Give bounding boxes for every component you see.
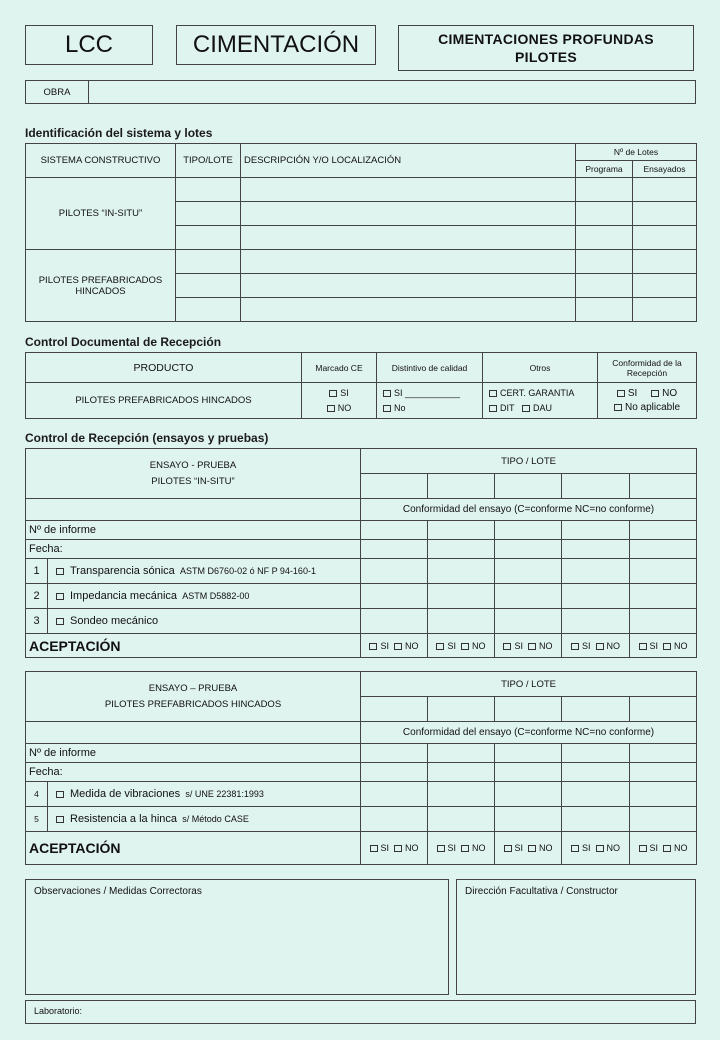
cell-input[interactable] — [630, 584, 697, 609]
no-label: NO — [472, 843, 486, 853]
cell-input[interactable] — [562, 807, 630, 832]
cell-input[interactable] — [241, 226, 576, 250]
ensayo-transparencia-sonica[interactable] — [48, 559, 361, 584]
checkbox-icon — [369, 643, 377, 650]
cell-input[interactable] — [495, 807, 562, 832]
cell-input[interactable] — [361, 559, 428, 584]
ensayo-name: Resistencia a la hinca — [70, 813, 178, 825]
col-conformidad-recepcion: Conformidad de la Recepción — [598, 353, 697, 383]
informe-label: Nº de informe — [26, 521, 361, 540]
lcc-logo-box — [25, 25, 153, 65]
no-label: NO — [539, 843, 553, 853]
ensayo-prueba-header — [26, 449, 361, 499]
distintivo-no-option[interactable] — [383, 403, 479, 413]
cell-input[interactable] — [562, 521, 630, 540]
checkbox-icon — [436, 643, 444, 650]
aceptacion-options[interactable] — [361, 634, 428, 658]
cell-input[interactable] — [241, 274, 576, 298]
lote-input[interactable] — [562, 474, 630, 499]
distintivo-si-label: SI ___________ — [394, 388, 461, 398]
control-documental-table — [25, 352, 697, 419]
cell-input[interactable] — [576, 202, 633, 226]
ensayo-medida-vibraciones[interactable] — [48, 782, 361, 807]
conformidad-options — [598, 383, 697, 419]
checkbox-icon — [370, 845, 378, 852]
si-label: SI — [447, 640, 456, 651]
lote-input[interactable] — [630, 697, 697, 722]
tipo-lote-header: TIPO / LOTE — [361, 672, 697, 697]
ensayo-norma: s/ UNE 22381:1993 — [185, 789, 264, 799]
si-label: SI — [447, 843, 457, 853]
cell-input[interactable] — [576, 250, 633, 274]
direccion-label: Dirección Facultativa / Constructor — [465, 886, 618, 897]
cell-input[interactable] — [633, 226, 697, 250]
si-label: SI — [582, 843, 591, 853]
ensayos-prefabricados-table — [25, 671, 697, 865]
lote-input[interactable] — [361, 697, 428, 722]
no-label: NO — [674, 640, 688, 651]
row-number: 1 — [26, 559, 48, 584]
cell-input[interactable] — [562, 584, 630, 609]
ensayo-sondeo-mecanico[interactable] — [48, 609, 361, 634]
dit-option[interactable] — [489, 403, 515, 413]
cell-input[interactable] — [495, 584, 562, 609]
marcado-ce-options — [302, 383, 377, 419]
cell-input[interactable] — [428, 609, 495, 634]
cell-input[interactable] — [630, 782, 697, 807]
si-label: SI — [380, 640, 389, 651]
col-marcado-ce: Marcado CE — [302, 353, 377, 383]
checkbox-icon — [461, 643, 469, 650]
cell-input[interactable] — [361, 521, 428, 540]
checkbox-icon — [503, 643, 511, 650]
dau-label: DAU — [533, 403, 553, 413]
cell-input[interactable] — [633, 298, 697, 322]
ensayo-prueba-label: ENSAYO – PRUEBA — [148, 683, 238, 694]
aceptacion-options[interactable] — [630, 634, 697, 658]
distintivo-options — [377, 383, 483, 419]
checkbox-icon — [383, 405, 391, 412]
lote-input[interactable] — [562, 697, 630, 722]
checkbox-icon — [528, 643, 536, 650]
cell-input[interactable] — [361, 744, 428, 763]
cell-input[interactable] — [428, 807, 495, 832]
cell-input[interactable] — [176, 178, 241, 202]
cell-input[interactable] — [241, 250, 576, 274]
cell-input[interactable] — [176, 226, 241, 250]
ensayo-norma: ASTM D5882-00 — [182, 591, 250, 601]
section-control-documental-title: Control Documental de Recepción — [25, 335, 222, 349]
cell-input[interactable] — [361, 763, 428, 782]
obra-field[interactable] — [89, 81, 696, 104]
checkbox-icon — [56, 618, 64, 625]
cimentacion-title-box — [176, 25, 376, 65]
cell-input[interactable] — [576, 274, 633, 298]
no-label: NO — [405, 640, 419, 651]
checkbox-icon — [522, 405, 530, 412]
identificacion-table — [25, 143, 697, 322]
conf-na-option[interactable] — [601, 402, 693, 413]
blank-cell — [26, 499, 361, 521]
si-label: SI — [649, 640, 659, 651]
lcc-label: LCC — [64, 31, 113, 58]
col-tipo-lote: TIPO/LOTE — [176, 144, 241, 178]
cell-input[interactable] — [495, 744, 562, 763]
conf-no-label: NO — [662, 388, 678, 399]
cell-input[interactable] — [495, 763, 562, 782]
informe-label: Nº de informe — [26, 744, 361, 763]
checkbox-icon — [639, 845, 647, 852]
cell-input[interactable] — [176, 250, 241, 274]
cell-input[interactable] — [361, 782, 428, 807]
cell-input[interactable] — [562, 609, 630, 634]
conformidad-header: Conformidad del ensayo (C=conforme NC=no conforme) — [361, 499, 697, 521]
cell-input[interactable] — [241, 178, 576, 202]
no-label: NO — [606, 843, 621, 853]
cell-input[interactable] — [428, 521, 495, 540]
ensayo-norma: s/ Método CASE — [182, 814, 249, 824]
lote-input[interactable] — [495, 474, 562, 499]
cell-input[interactable] — [633, 202, 697, 226]
dau-option[interactable] — [522, 403, 552, 413]
observaciones-panel[interactable] — [25, 879, 449, 995]
marcado-no-label: NO — [337, 403, 352, 413]
checkbox-icon — [663, 643, 671, 650]
si-label: SI — [514, 640, 523, 651]
ensayo-prueba-label: ENSAYO - PRUEBA — [149, 460, 237, 471]
cell-input[interactable] — [428, 763, 495, 782]
cell-input[interactable] — [630, 559, 697, 584]
col-sistema-constructivo: SISTEMA CONSTRUCTIVO — [26, 144, 176, 178]
checkbox-icon — [571, 845, 579, 852]
aceptacion-options[interactable] — [428, 634, 495, 658]
row-number: 2 — [26, 584, 48, 609]
checkbox-icon — [617, 390, 625, 397]
cell-input[interactable] — [495, 559, 562, 584]
no-label: NO — [606, 640, 621, 651]
cell-input[interactable] — [361, 540, 428, 559]
ensayo-resistencia-hinca[interactable] — [48, 807, 361, 832]
checkbox-icon — [394, 845, 402, 852]
checkbox-icon — [571, 643, 579, 650]
obra-label: OBRA — [26, 81, 89, 104]
no-label: NO — [539, 640, 553, 651]
row-pilotes-prefabricados: PILOTES PREFABRICADOS HINCADOS — [26, 250, 176, 322]
lote-input[interactable] — [495, 697, 562, 722]
cell-input[interactable] — [630, 744, 697, 763]
fecha-label: Fecha: — [26, 763, 361, 782]
checkbox-icon — [639, 643, 647, 650]
cell-input[interactable] — [562, 763, 630, 782]
document-title-line1: CIMENTACIONES PROFUNDAS — [438, 31, 654, 47]
col-otros: Otros — [483, 353, 598, 383]
cell-input[interactable] — [495, 521, 562, 540]
col-descripcion: DESCRIPCIÓN Y/O LOCALIZACIÓN — [241, 144, 576, 178]
cell-input[interactable] — [495, 540, 562, 559]
cell-input[interactable] — [633, 178, 697, 202]
conformidad-header: Conformidad del ensayo (C=conforme NC=no conforme) — [361, 722, 697, 744]
cell-input[interactable] — [562, 559, 630, 584]
observaciones-label: Observaciones / Medidas Correctoras — [34, 886, 202, 897]
cell-input[interactable] — [428, 584, 495, 609]
cell-input[interactable] — [428, 559, 495, 584]
blank-cell — [26, 722, 361, 744]
checkbox-icon — [56, 568, 64, 575]
aceptacion-label: ACEPTACIÓN — [26, 634, 361, 658]
conf-si-label: SI — [627, 388, 638, 399]
marcado-no-option[interactable] — [305, 403, 373, 413]
cell-input[interactable] — [576, 298, 633, 322]
aceptacion-label: ACEPTACIÓN — [26, 832, 361, 865]
checkbox-icon — [528, 845, 536, 852]
cell-input[interactable] — [562, 782, 630, 807]
marcado-si-label: SI — [340, 388, 349, 398]
lote-input[interactable] — [361, 474, 428, 499]
laboratorio-label: Laboratorio: — [34, 1006, 83, 1016]
distintivo-no-label: No — [394, 403, 406, 413]
cell-input[interactable] — [241, 298, 576, 322]
cell-input[interactable] — [576, 226, 633, 250]
ensayo-name: Sondeo mecánico — [70, 615, 159, 627]
ensayo-impedancia-mecanica[interactable] — [48, 584, 361, 609]
no-label: NO — [405, 843, 419, 853]
document-title-box — [398, 25, 694, 71]
laboratorio-panel[interactable] — [25, 1000, 696, 1024]
checkbox-icon — [383, 390, 391, 397]
checkbox-icon — [56, 593, 64, 600]
cell-input[interactable] — [633, 250, 697, 274]
col-numero-lotes: Nº de Lotes — [576, 144, 697, 161]
checkbox-icon — [489, 390, 497, 397]
checkbox-icon — [663, 845, 671, 852]
row-producto-prefabricados: PILOTES PREFABRICADOS HINCADOS — [26, 383, 302, 419]
lote-input[interactable] — [630, 474, 697, 499]
row-pilotes-in-situ: PILOTES “IN-SITU” — [26, 178, 176, 250]
cell-input[interactable] — [428, 744, 495, 763]
cell-input[interactable] — [361, 807, 428, 832]
ensayo-name: Transparencia sónica — [70, 565, 175, 577]
cell-input[interactable] — [361, 609, 428, 634]
checkbox-icon — [596, 643, 604, 650]
cell-input[interactable] — [630, 609, 697, 634]
cell-input[interactable] — [633, 274, 697, 298]
col-ensayados: Ensayados — [633, 161, 697, 178]
si-label: SI — [649, 843, 659, 853]
checkbox-icon — [327, 405, 335, 412]
ensayo-prueba-header — [26, 672, 361, 722]
cell-input[interactable] — [630, 521, 697, 540]
cell-input[interactable] — [428, 540, 495, 559]
cell-input[interactable] — [495, 609, 562, 634]
aceptacion-options[interactable] — [495, 832, 562, 865]
ensayos-in-situ-table — [25, 448, 697, 658]
pilotes-in-situ-label: PILOTES “IN-SITU” — [151, 476, 235, 487]
aceptacion-options[interactable] — [361, 832, 428, 865]
cell-input[interactable] — [630, 540, 697, 559]
pilotes-prefabricados-label: PILOTES PREFABRICADOS HINCADOS — [104, 699, 282, 710]
direccion-panel[interactable] — [456, 879, 696, 995]
distintivo-si-option[interactable] — [383, 388, 479, 398]
si-label: SI — [581, 640, 591, 651]
conf-na-label: No aplicable — [624, 402, 681, 413]
aceptacion-options[interactable] — [562, 832, 630, 865]
cell-input[interactable] — [176, 298, 241, 322]
cell-input[interactable] — [495, 782, 562, 807]
col-producto: PRODUCTO — [26, 353, 302, 383]
si-label: SI — [514, 843, 524, 853]
cell-input[interactable] — [576, 178, 633, 202]
checkbox-icon — [437, 845, 445, 852]
no-label: NO — [472, 640, 486, 651]
row-number: 5 — [26, 807, 48, 832]
checkbox-icon — [394, 643, 402, 650]
col-programa: Programa — [576, 161, 633, 178]
checkbox-icon — [489, 405, 497, 412]
cell-input[interactable] — [562, 744, 630, 763]
document-title-line2: PILOTES — [515, 49, 577, 65]
conf-no-option[interactable] — [651, 388, 677, 399]
aceptacion-options[interactable] — [428, 832, 495, 865]
cell-input[interactable] — [562, 540, 630, 559]
aceptacion-options[interactable] — [630, 832, 697, 865]
cell-input[interactable] — [630, 763, 697, 782]
si-label: SI — [380, 843, 390, 853]
checkbox-icon — [614, 404, 622, 411]
checkbox-icon — [596, 845, 604, 852]
cell-input[interactable] — [176, 274, 241, 298]
ensayo-name: Medida de vibraciones — [70, 788, 181, 800]
col-distintivo: Distintivo de calidad — [377, 353, 483, 383]
tipo-lote-header: TIPO / LOTE — [361, 449, 697, 474]
cimentacion-label: CIMENTACIÓN — [192, 31, 360, 58]
checkbox-icon — [461, 845, 469, 852]
section-identificacion-title: Identificación del sistema y lotes — [25, 126, 213, 140]
ensayo-name: Impedancia mecánica — [70, 590, 178, 602]
lote-input[interactable] — [428, 697, 495, 722]
checkbox-icon — [651, 390, 659, 397]
dit-label: DIT — [500, 403, 515, 413]
otros-options — [483, 383, 598, 419]
cell-input[interactable] — [176, 202, 241, 226]
checkbox-icon — [56, 791, 64, 798]
obra-table — [25, 80, 696, 104]
cell-input[interactable] — [241, 202, 576, 226]
ensayo-norma: ASTM D6760-02 ó NF P 94-160-1 — [180, 566, 316, 576]
row-number: 4 — [26, 782, 48, 807]
aceptacion-options[interactable] — [495, 634, 562, 658]
cert-garantia-option[interactable] — [489, 388, 594, 398]
aceptacion-options[interactable] — [562, 634, 630, 658]
cell-input[interactable] — [428, 782, 495, 807]
cert-garantia-label: CERT. GARANTIA — [500, 388, 575, 398]
checkbox-icon — [504, 845, 512, 852]
no-label: NO — [674, 843, 688, 853]
checkbox-icon — [329, 390, 337, 397]
cell-input[interactable] — [361, 584, 428, 609]
lote-input[interactable] — [428, 474, 495, 499]
marcado-si-option[interactable] — [305, 388, 373, 398]
fecha-label: Fecha: — [26, 540, 361, 559]
checkbox-icon — [56, 816, 64, 823]
cell-input[interactable] — [630, 807, 697, 832]
section-control-recepcion-title: Control de Recepción (ensayos y pruebas) — [25, 431, 269, 445]
conf-si-option[interactable] — [617, 388, 637, 399]
row-number: 3 — [26, 609, 48, 634]
